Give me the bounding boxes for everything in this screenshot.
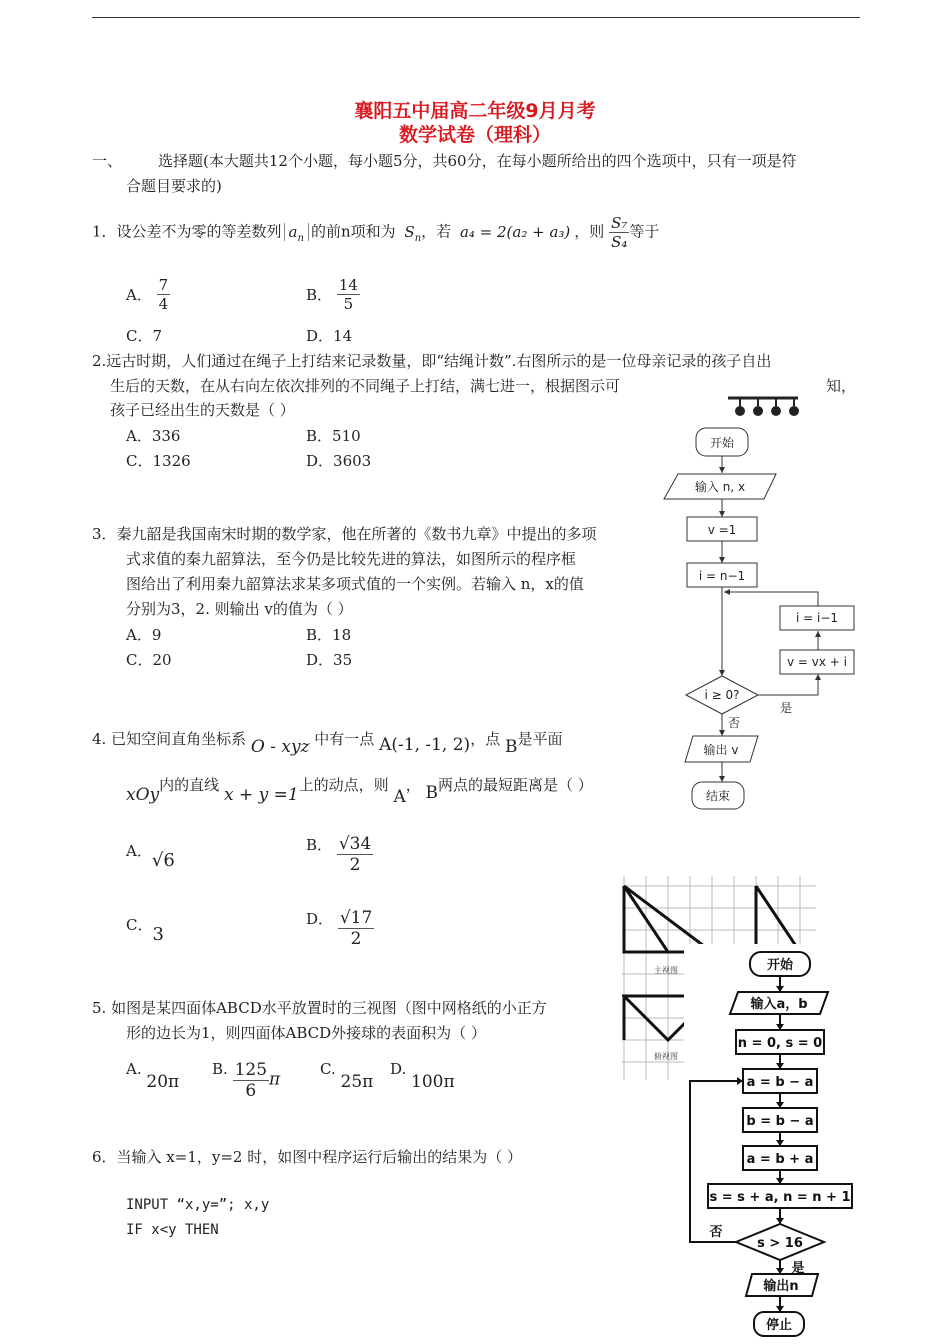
q4-option-a[interactable]: A．√6 [126,842,175,871]
fc2-init: n = 0, s = 0 [737,1036,823,1051]
flowchart-qinjiushao [650,390,860,820]
top-view-label: 俯视图 [654,1052,678,1061]
q4-line2: xOy内的直线 x + y =1上的动点，则 A， B两点的最短距离是（ ） [126,776,593,807]
q1-option-c[interactable]: C．7 [126,327,163,345]
section-instructions-line1: 选择题(本大题共12个小题，每小题5分，共60分，在每小题所给出的四个选项中，只有一项是符 [158,152,797,170]
q3-line3: 图给出了利用秦九韶算法求某多项式值的一个实例。若输入 n，x的值 [126,575,584,593]
q5-line2: 形的边长为1，则四面体ABCD外接球的表面积为（ ） [126,1024,486,1042]
fc2-no: 否 [709,1225,723,1240]
exam-subtitle: 数学试卷（理科） [398,124,551,146]
q6-stem: 6．当输入 x=1，y=2 时，如图中程序运行后输出的结果为（ ） [92,1148,523,1166]
fc1-end: 结束 [705,789,731,803]
q6-code-line2: IF x<y THEN [126,1222,219,1238]
fc1-dec-i: i = i−1 [795,611,839,625]
fc2-input: 输入a，b [750,997,808,1012]
q2-option-c[interactable]: C．1326 [126,452,191,470]
knot-rope-icon [728,398,799,416]
q5-option-d[interactable]: D. 100π [390,1060,455,1092]
q5-option-b[interactable]: B. $\frac{125}{6}$ π [212,1060,281,1101]
q3-line4: 分别为3，2. 则输出 v的值为（ ） [126,600,353,618]
q2-option-a[interactable]: A．336 [126,427,181,445]
fc2-step1: a = b − a [746,1075,814,1090]
q4-line1: 4. 已知空间直角坐标系 O - xyz 中有一点 A(-1, -1, 2)，点 B是平面 [92,730,563,757]
fc1-yes: 是 [779,701,793,715]
fc1-no: 否 [727,716,741,730]
q3-option-c[interactable]: C．20 [126,651,172,669]
q1-option-d[interactable]: D．14 [306,327,353,345]
q5-line1: 5. 如图是某四面体ABCD水平放置时的三视图（图中网格纸的小正方 [92,999,547,1017]
fc1-update-v: v = vx + i [786,655,848,669]
q2-option-d[interactable]: D．3603 [306,452,372,470]
q2-option-b[interactable]: B．510 [306,427,361,445]
q4-option-d[interactable]: D． $\frac{√17}{2}$ [306,908,373,949]
q4-option-b[interactable]: B． $\frac{√34}{2}$ [306,834,372,875]
q2-line1: 2.远古时期，人们通过在绳子上打结来记录数量，即“结绳计数”.右图所示的是一位母亲记录的孩子自出 [92,352,772,370]
fc2-step4: s = s + a, n = n + 1 [709,1190,851,1205]
q3-option-d[interactable]: D．35 [306,651,353,669]
fc2-step2: b = b − a [746,1114,814,1129]
q3-line1: 3．秦九韶是我国南宋时期的数学家，他在所著的《数书九章》中提出的多项 [92,525,597,543]
fc1-init-v: v =1 [707,523,737,537]
q3-option-b[interactable]: B．18 [306,626,352,644]
q1-option-a[interactable]: A． $\frac{7}{4}$ [126,276,169,313]
fc2-end: 停止 [765,1318,793,1333]
section-number: 一、 [92,152,123,170]
fc2-step3: a = b + a [746,1152,814,1167]
q5-option-c[interactable]: C. 25π [320,1060,374,1092]
q3-line2: 式求值的秦九韶算法，至今仍是比较先进的算法，如图所示的程序框 [126,550,577,568]
section-instructions-line2: 合题目要求的) [126,177,222,195]
front-view-label: 主视图 [654,966,678,975]
top-rule [92,17,860,18]
q5-option-a[interactable]: A. 20π [126,1060,180,1092]
fc2-output: 输出n [763,1279,799,1294]
q2-line3: 孩子已经出生的天数是（ ） [110,401,295,419]
q1-stem: 1．设公差不为零的等差数列 $a_n$ 的前n项和为 $S_n$，若 a₄ = 2(a₂ + a₃) ，则 $\frac{\text{S₇}}{\text{S₄}}$ 等于 [92,214,660,251]
fc2-cond: s > 16 [757,1236,803,1251]
fc1-init-i: i = n−1 [698,569,746,583]
fc1-input: 输入 n, x [694,480,746,494]
q1-option-b[interactable]: B． $\frac{14}{5}$ [306,276,358,313]
fc2-yes: 是 [791,1261,805,1276]
q3-option-a[interactable]: A．9 [126,626,162,644]
q2-line2a: 生后的天数，在从右向左依次排列的不同绳子上打结，满七进一，根据图示可 [110,377,621,395]
flowchart-loop [684,944,860,1342]
fc1-start: 开始 [709,436,735,450]
fc1-cond: i ≥ 0? [704,688,740,702]
exam-title: 襄阳五中届高二年级9月月考 [354,100,596,122]
q2-line2b: 知， [826,377,857,395]
fc2-start: 开始 [766,958,794,973]
q6-code-line1: INPUT “x,y=”; x,y [126,1197,270,1213]
q4-option-c[interactable]: C．3 [126,916,164,945]
fc1-output: 输出 v [703,743,739,757]
